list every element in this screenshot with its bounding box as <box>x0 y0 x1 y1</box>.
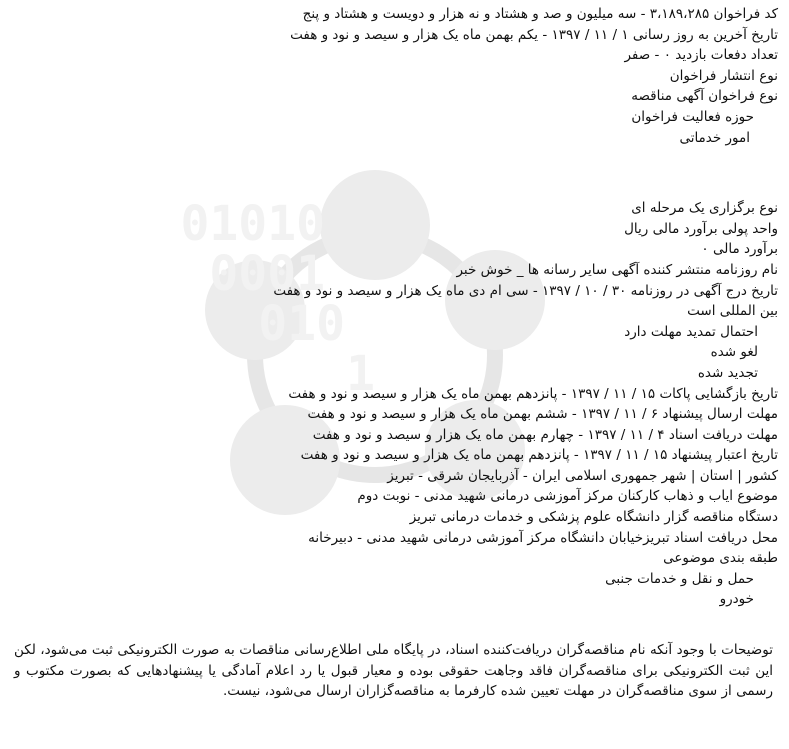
documents-location: محل دریافت اسناد تبریزخیابان دانشگاه مرکز آموزشی درمانی شهید مدنی - دبیرخانه <box>308 529 778 546</box>
holding-type: نوع برگزاری یک مرحله ای <box>631 200 778 217</box>
activity-area-label: حوزه فعالیت فراخوان <box>631 108 754 125</box>
classification-label: طبقه بندی موضوعی <box>663 550 778 567</box>
publication-type: نوع انتشار فراخوان <box>669 67 778 84</box>
opening-date: تاریخ بازگشایی پاکات ۱۵ / ۱۱ / ۱۳۹۷ - پانزدهم بهمن ماه یک هزار و سیصد و نود و هفت <box>288 385 778 402</box>
svg-text:1: 1 <box>346 346 375 402</box>
svg-text:01010: 01010 <box>180 196 325 252</box>
tendering-organization: دستگاه مناقصه گزار دانشگاه علوم پزشکی و خدمات درمانی تبریز <box>409 509 778 526</box>
svg-text:0001: 0001 <box>209 246 325 302</box>
description: توضیحات با وجود آنکه نام مناقصه‌گران دریافت‌کننده اسناد، در پایگاه ملی اطلاع‌رسانی مناقصات به صورت الکترونیکی ثبت می‌شود، لکن این ثبت الکترونیکی برای مناقصه‌گران فاقد وجاهت حقوقی بوده و معیار قبول یا رد اعلام آمادگی یا پیشنهادهایی که بصورت مکتوب و رسمی از سوی مناقصه‌گران در مهلت تعیین شده کارفرما به مناقصه‌گزاران ارسال می‌شود، نیست. <box>14 642 773 700</box>
last-update-date: تاریخ آخرین به روز رسانی ۱ / ۱۱ / ۱۳۹۷ - یکم بهمن ماه یک هزار و سیصد و نود و هفت <box>290 26 778 43</box>
tender-code: کد فراخوان ۳،۱۸۹،۲۸۵ - سه میلیون و صد و هشتاد و نه هزار و دویست و هشتاد و پنج <box>302 6 778 22</box>
call-type: نوع فراخوان آگهی مناقصه <box>631 88 778 105</box>
newspaper-name: نام روزنامه منتشر کننده آگهی سایر رسانه ها _ خوش خبر <box>456 261 778 278</box>
svg-text:010: 010 <box>258 296 345 352</box>
cancelled-flag: لغو شده <box>710 344 758 361</box>
newspaper-date: تاریخ درج آگهی در روزنامه ۳۰ / ۱۰ / ۱۳۹۷ - سی ام دی ماه یک هزار و سیصد و نود و هفت <box>273 282 778 299</box>
classification-value: حمل و نقل و خدمات جنبی <box>605 570 754 587</box>
activity-area-value: امور خدماتی <box>679 129 750 146</box>
international-flag: بین المللی است <box>687 303 778 320</box>
location: کشور | استان | شهر جمهوری اسلامی ایران - آذربایجان شرقی - تبریز <box>387 467 778 484</box>
validity-date: تاریخ اعتبار پیشنهاد ۱۵ / ۱۱ / ۱۳۹۷ - پانزدهم بهمن ماه یک هزار و سیصد و نود و هفت <box>300 447 778 464</box>
financial-estimate: برآورد مالی ۰ <box>701 241 778 258</box>
extension-possible: احتمال تمدید مهلت دارد <box>624 323 758 340</box>
visit-count: تعداد دفعات بازدید ۰ - صفر <box>624 47 778 64</box>
renewed-flag: تجدید شده <box>697 364 758 381</box>
subject: موضوع ایاب و ذهاب کارکنان مرکز آموزشی درمانی شهید مدنی - نوبت دوم <box>357 488 778 505</box>
currency-unit: واحد پولی برآورد مالی ریال <box>624 220 778 237</box>
classification-subvalue: خودرو <box>719 591 754 608</box>
documents-deadline: مهلت دریافت اسناد ۴ / ۱۱ / ۱۳۹۷ - چهارم بهمن ماه یک هزار و سیصد و نود و هفت <box>312 426 778 443</box>
submission-deadline: مهلت ارسال پیشنهاد ۶ / ۱۱ / ۱۳۹۷ - ششم بهمن ماه یک هزار و سیصد و نود و هفت <box>307 406 778 423</box>
